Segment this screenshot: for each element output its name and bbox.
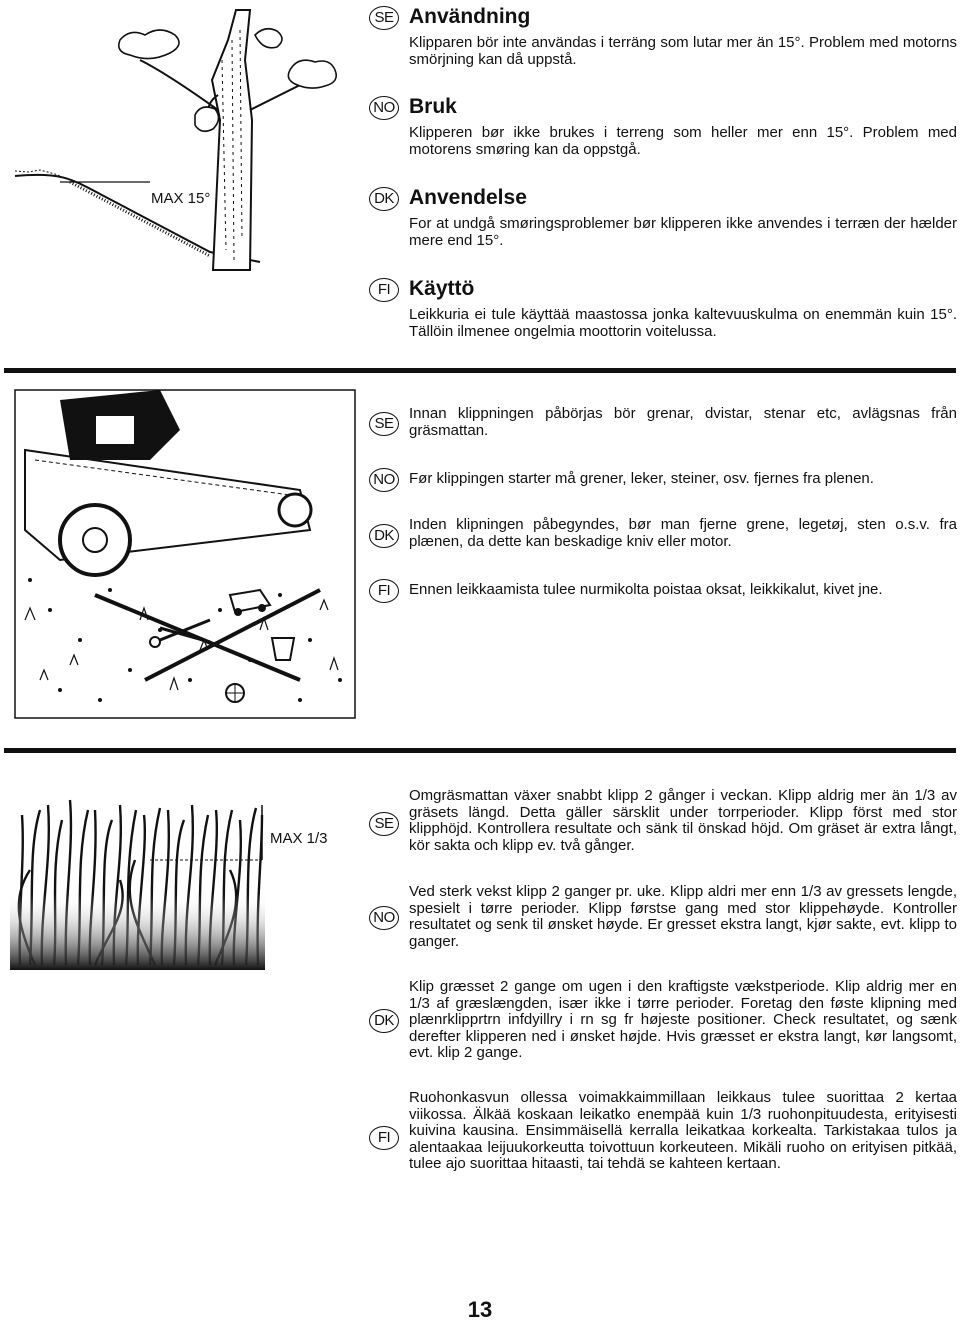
text-no-mowing: Ved sterk vekst klipp 2 ganger pr. uke. Klipp aldri mer enn 1/3 av gressets lengde, spesielt i tørre perioder. Klipp førstse gang med stor klippehøyde. Kontroller resultatet og senk til ønsket høyde. Er gresset ekstra langt, kjør sakte, evt. klipp to ganger. <box>409 883 957 950</box>
lang-badge-se-2: SE <box>369 412 399 436</box>
heading-no: Bruk <box>409 95 457 118</box>
text-se-debris: Innan klippningen påbörjas bör grenar, dvistar, stenar etc, avlägsnas från gräsmattan. <box>409 405 957 439</box>
text-no-debris: Før klippingen starter må grener, leker, steiner, osv. fjernes fra plenen. <box>409 470 874 487</box>
text-dk-debris: Inden klipningen påbegyndes, bør man fjerne grene, legetøj, sten o.s.v. fra plænen, da dette kan beskadige kniv eller motor. <box>409 516 957 550</box>
lang-badge-no-3: NO <box>369 906 399 930</box>
heading-se: Användning <box>409 5 531 28</box>
grass-height-illustration <box>0 780 360 970</box>
text-se-mowing: Omgräsmattan växer snabbt klipp 2 gånger i veckan. Klipp aldrig mer än 1/3 av gräsets längd. Detta gäller särsklit under torrperioder. Klipp först med stor klipphöjd. Kontrollera resultate och sänk til önskad höjd. Om gräset är extra långt, kör sakta och klipp ev. två gånger. <box>409 787 957 854</box>
heading-dk: Anvendelse <box>409 186 527 209</box>
mower-debris-illustration <box>0 380 360 720</box>
text-fi-debris: Ennen leikkaamista tulee nurmikolta poistaa oksat, leikkikalut, kivet jne. <box>409 581 883 598</box>
text-dk-mowing: Klip græsset 2 gange om ugen i den kraftigste vækstperiode. Klip aldrig mer en 1/3 af græslængden, især ikke i tørre perioder. Foretag den føste klipning med plænrklipprtrn infdyillry i rn sg fr højeste positioner. Check resultatet, og sænk derefter klipperen ned i ønsket højde. Hvis græsset er ekstra langt, kør langsomt, evt. klip 2 gange. <box>409 978 957 1061</box>
lang-badge-se: SE <box>369 6 399 30</box>
section-divider-1 <box>4 368 956 373</box>
text-no-usage: Klipperen bør ikke brukes i terreng som heller mer enn 15°. Problem med motorens smøring kan da oppstgå. <box>409 124 957 158</box>
slope-label: MAX 15° <box>148 190 213 207</box>
lang-badge-dk-2: DK <box>369 524 399 548</box>
lang-badge-no: NO <box>369 96 399 120</box>
text-fi-mowing: Ruohonkasvun ollessa voimakkaimmillaan leikkaus tulee suorittaa 2 kertaa viikossa. Älkää koskaan leikatko enempää kuin 1/3 ruohonpituudesta, erityisesti kuivina kausina. Ensimmäisellä kerralla leikatkaa korkealta. Tarkistakaa tulos ja alentaakaa leijuukorkeutta toivottuun korkeuteen. Mikäli ruoho on erityisen pitkää, tulee ajo suorittaa hitaasti, tai tehdä se kahteen kertaan. <box>409 1089 957 1172</box>
lang-badge-dk-3: DK <box>369 1009 399 1033</box>
lang-badge-fi-3: FI <box>369 1126 399 1150</box>
text-dk-usage: For at undgå smøringsproblemer bør klipperen ikke anvendes i terræn der hælder mere end 15°. <box>409 215 957 249</box>
section-divider-2 <box>4 748 956 753</box>
slope-tree-illustration <box>0 0 350 275</box>
lang-badge-fi: FI <box>369 278 399 302</box>
text-se-usage: Klipparen bör inte användas i terräng som lutar mer än 15°. Problem med motorns smörjning kan då uppstå. <box>409 34 957 68</box>
lang-badge-se-3: SE <box>369 812 399 836</box>
lang-badge-dk: DK <box>369 187 399 211</box>
page-number: 13 <box>467 1297 493 1322</box>
grass-max-label: MAX 1/3 <box>270 830 328 847</box>
lang-badge-fi-2: FI <box>369 579 399 603</box>
lang-badge-no-2: NO <box>369 468 399 492</box>
heading-fi: Käyttö <box>409 277 475 300</box>
text-fi-usage: Leikkuria ei tule käyttää maastossa jonka kaltevuuskulma on enemmän kuin 15°. Tällöin ilmenee ongelmia moottorin voitelussa. <box>409 306 957 340</box>
